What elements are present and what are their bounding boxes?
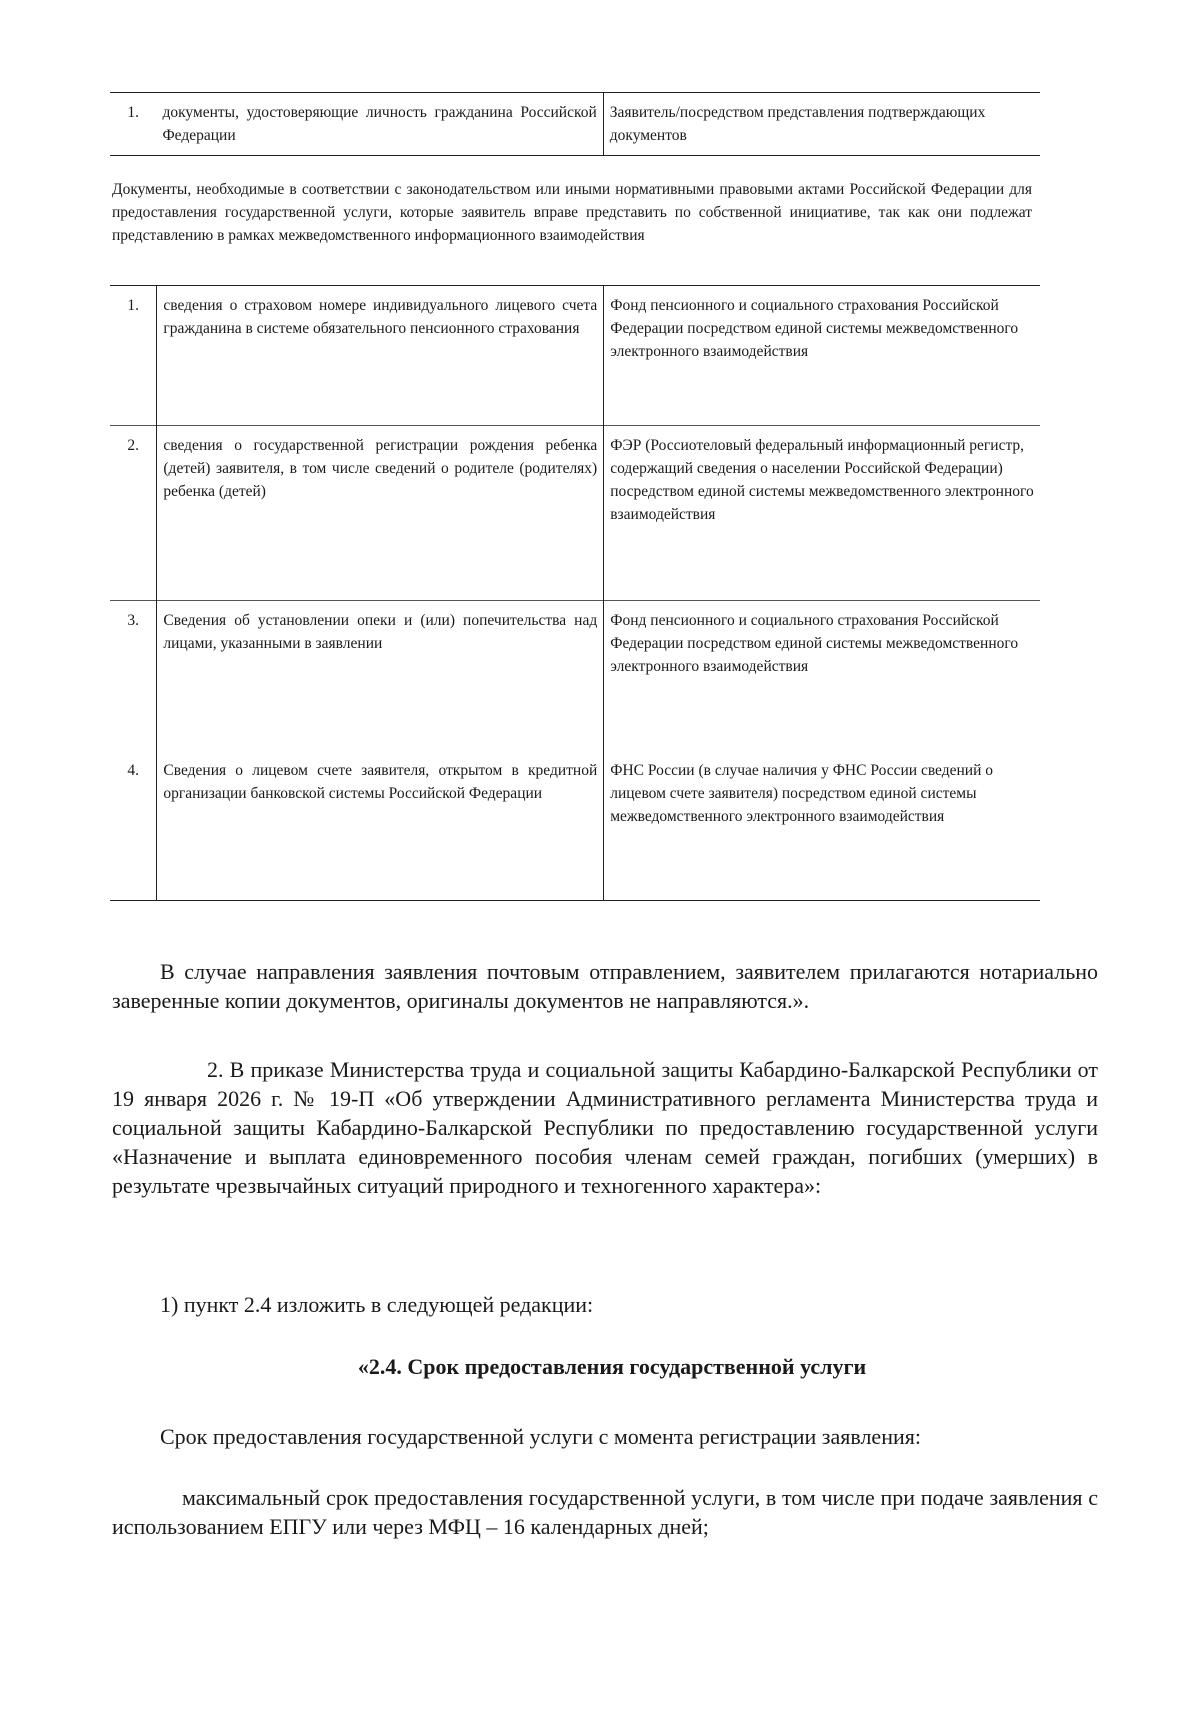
table-row — [110, 286, 1040, 426]
documents-table-interagency — [110, 285, 1040, 901]
document-source: Фонд пенсионного и социального страхования Российской Федерации посредством единой системы межведомственного электронного взаимодействия — [610, 297, 1019, 360]
row-number: 3. — [110, 601, 157, 751]
row-number: 1. — [110, 286, 157, 426]
section-heading: «2.4. Срок предоставления государственной услуги — [357, 1354, 867, 1379]
paragraph-order-amendment: 2. В приказе Министерства труда и социальной защиты Кабардино-Балкарской Республики от 19 января 2026 г. № 19-П «Об утверждении Административного регламента Министерства труда и социальной защиты Кабардино-Балкарской Республики по предоставлению государственной услуги «Назначение и выплата единовременного пособия членам семей граждан, погибших (умерших) в результате чрезвычайных ситуаций природного и техногенного характера»: — [112, 1057, 1098, 1198]
document-name: сведения о страховом номере индивидуального лицевого счета гражданина в системе обязательного пенсионного страхования — [157, 286, 604, 426]
row-number: 2. — [110, 426, 157, 601]
document-name: Сведения об установлении опеки и (или) попечительства над лицами, указанными в заявлении — [157, 601, 604, 751]
paragraph-postal-note: В случае направления заявления почтовым отправлением, заявителем прилагаются нотариально заверенные копии документов, оригиналы документов не направляются.». — [112, 959, 1098, 1013]
table-row — [110, 426, 1040, 601]
section-note: Документы, необходимые в соответствии с законодательством или иными нормативными правовыми актами Российской Федерации для предоставления государственной услуги, которые заявитель вправе представить по собственной инициативе, так как они подлежат представлению в рамках межведомственного информационного взаимодействия — [112, 181, 1032, 244]
document-source: Заявитель/посредством представления подтверждающих документов — [609, 104, 986, 144]
table-row — [110, 93, 1040, 156]
document-name: Сведения о лицевом счете заявителя, открытом в кредитной организации банковской системы Российской Федерации — [157, 751, 604, 901]
row-number: 4. — [110, 751, 157, 901]
paragraph-term: Срок предоставления государственной услуги с момента регистрации заявления: — [160, 1424, 921, 1449]
paragraph-max-term: максимальный срок предоставления государственной услуги, в том числе при подаче заявления с использованием ЕПГУ или через МФЦ – 16 календарных дней; — [112, 1485, 1098, 1539]
document-source: ФНС России (в случае наличия у ФНС России сведений о лицевом счете заявителя) посредством единой системы межведомственного электронного взаимодействия — [610, 761, 993, 825]
paragraph-item-2-4: 1) пункт 2.4 изложить в следующей редакции: — [160, 1292, 594, 1317]
document-name: документы, удостоверяющие личность гражданина Российской Федерации — [156, 93, 603, 156]
document-source: ФЭР (Россиотеловый федеральный информационный регистр, содержащий сведения о населении Российской Федерации) посредством единой системы межведомственного электронного взаимодействия — [604, 426, 1040, 601]
table-row — [110, 751, 1040, 901]
row-number: 1. — [127, 104, 140, 121]
table-row — [110, 601, 1040, 751]
document-name: сведения о государственной регистрации рождения ребенка (детей) заявителя, в том числе сведений о родителе (родителях) ребенка (детей) — [157, 426, 604, 601]
document-source: Фонд пенсионного и социального страхования Российской Федерации посредством единой системы межведомственного электронного взаимодействия — [604, 601, 1040, 751]
documents-table-top — [110, 92, 1040, 156]
